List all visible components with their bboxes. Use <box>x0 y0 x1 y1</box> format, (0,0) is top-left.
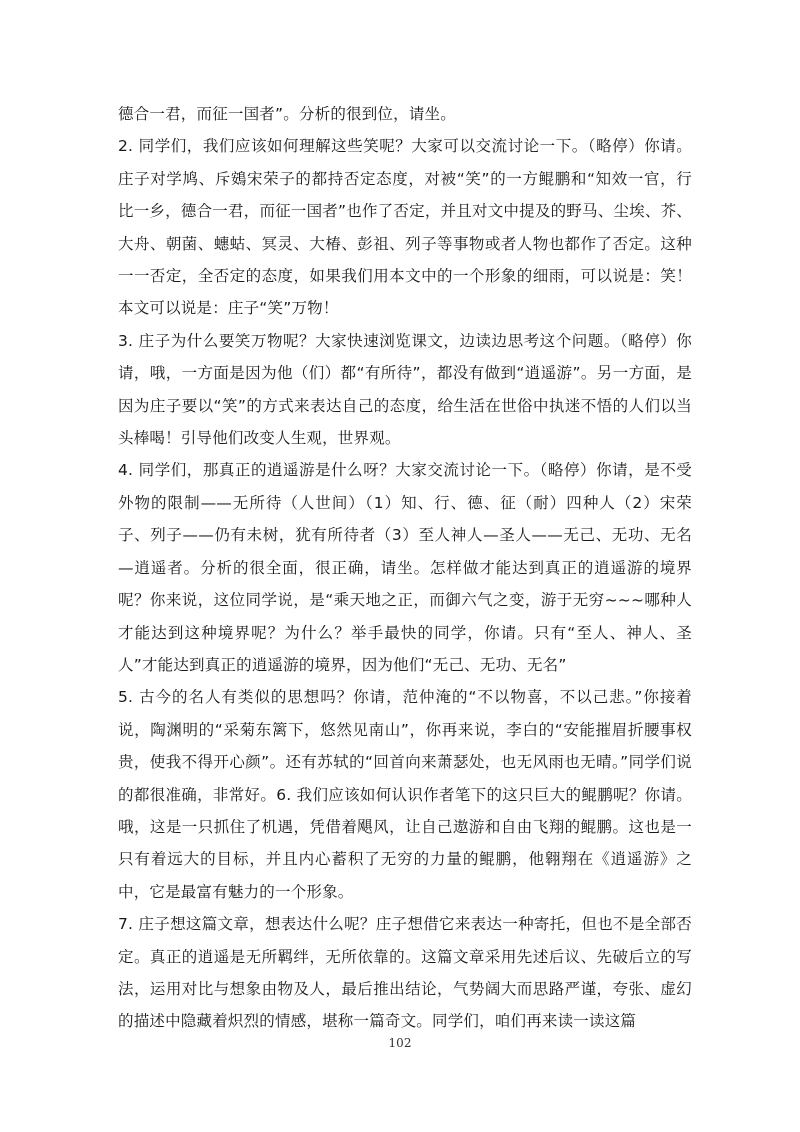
paragraph-4: 4. 同学们，那真正的逍遥游是什么呀？大家交流讨论一下。（略停）你请，是不受外物的限制——无所待（人世间）（1）知、行、德、征（耐）四种人（2）宋荣子、列子——仍有未树，犹有所待者（3）至人神人—圣人——无己、无功、无名—逍遥者。分析的很全面，很正确，请坐。怎样做才能达到真正的逍遥游的境界呢？你来说，这位同学说，是“乘天地之正，而御六气之变，游于无穷~~~哪种人才能达到这种境界呢？为什么？举手最快的同学，你请。只有“至人、神人、圣人”才能达到真正的逍遥游的境界，因为他们“无己、无功、无名” <box>118 461 692 674</box>
paragraph-7: 7. 庄子想这篇文章，想表达什么呢？庄子想借它来表达一种寄托，但也不是全部否定。真正的逍遥是无所羁绊，无所依靠的。这篇文章采用先述后议、先破后立的写法，运用对比与想象由物及人，最后推出结论，气势阔大而思路严谨，夸张、虚幻的描述中隐藏着炽烈的情感，堪称一篇奇文。同学们，咱们再来读一读这篇 <box>118 915 692 1031</box>
paragraph-continuation: 德合一君，而征一国者”。分析的很到位，请坐。 <box>118 105 456 123</box>
body-text <box>118 98 692 1038</box>
page-number: 102 <box>388 1036 412 1050</box>
paragraph-3: 3. 庄子为什么要笑万物呢？大家快速浏览课文，边读边思考这个问题。（略停）你请，哦，一方面是因为他（们）都“有所待”，都没有做到“逍遥游”。另一方面，是因为庄子要以“笑”的方式来表达自己的态度，给生活在世俗中执迷不悟的人们以当头棒喝！引导他们改变人生观，世界观。 <box>118 331 692 448</box>
paragraph-2: 2. 同学们，我们应该如何理解这些笑呢？大家可以交流讨论一下。（略停）你请。庄子对学鸠、斥鴳宋荣子的都持否定态度，对被“笑”的一方鲲鹏和“知效一官，行比一乡，德合一君，而征一国者”也作了否定，并且对文中提及的野马、尘埃、芥、大舟、朝菌、蟪蛄、冥灵、大椿、彭祖、列子等事物或者人物也都作了否定。这种一一否定，全否定的态度，如果我们用本文中的一个形象的细雨，可以说是：笑！本文可以说是：庄子“笑”万物！ <box>118 137 692 318</box>
paragraph-5: 5. 古今的名人有类似的思想吗？你请，范仲淹的“不以物喜，不以己悲。”你接着说，陶渊明的“采菊东篱下，悠然见南山”，你再来说，李白的“安能摧眉折腰事权贵，使我不得开心颜”。还有苏轼的“回首向来萧瑟处，也无风雨也无晴。”同学们说的都很准确，非常好。6. 我们应该如何认识作者笔下的这只巨大的鲲鹏呢？你请。哦，这是一只抓住了机遇，凭借着飓风，让自己遨游和自由飞翔的鲲鹏。这也是一只有着远大的目标，并且内心蓄积了无穷的力量的鲲鹏，他翱翔在《逍遥游》之中，它是最富有魅力的一个形象。 <box>118 688 692 901</box>
